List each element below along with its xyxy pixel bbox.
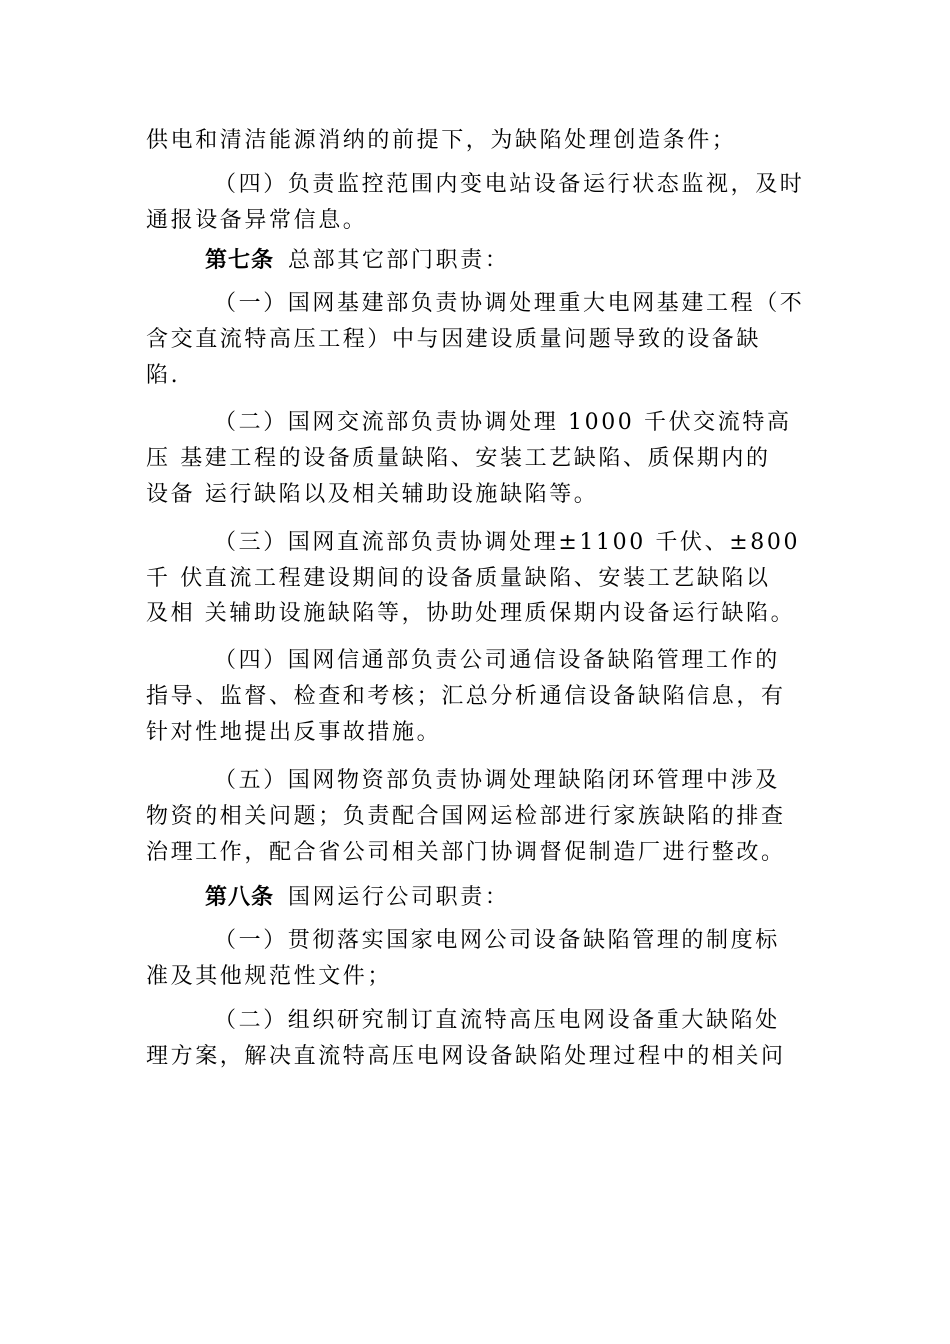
- text-line: （二）组织研究制订直流特高压电网设备重大缺陷处: [214, 1008, 780, 1033]
- article-title: 国网运行公司职责：: [288, 885, 510, 910]
- article-title: 总部其它部门职责：: [288, 248, 510, 273]
- text-line: 治理工作，配合省公司相关部门协调督促制造厂进行整改。: [146, 840, 786, 865]
- text-line: 理方案，解决直流特高压电网设备缺陷处理过程中的相关问: [146, 1044, 786, 1069]
- text-line: 针对性地提出反事故措施。: [146, 720, 442, 745]
- text-line: （一）贯彻落实国家电网公司设备缺陷管理的制度标: [214, 928, 780, 953]
- article-number: 第八条: [205, 884, 275, 910]
- text-line: 千 伏直流工程建设期间的设备质量缺陷、安装工艺缺陷以: [146, 566, 771, 591]
- text-line: （三）国网直流部负责协调处理±1100 千伏、±800: [214, 530, 801, 555]
- text-line: （四）国网信通部负责公司通信设备缺陷管理工作的: [214, 648, 780, 673]
- text-line: 通报设备异常信息。: [146, 208, 368, 233]
- article-number: 第七条: [205, 247, 275, 273]
- text-line: 指导、监督、检查和考核；汇总分析通信设备缺陷信息，有: [146, 684, 786, 709]
- article-8-heading: [205, 880, 509, 914]
- text-line: 含交直流特高压工程）中与因建设质量问题导致的设备缺: [146, 327, 762, 352]
- text-line: （四）负责监控范围内变电站设备运行状态监视，及时: [214, 172, 805, 197]
- text-line: 压 基建工程的设备质量缺陷、安装工艺缺陷、质保期内的: [146, 446, 771, 471]
- text-line: 物资的相关问题；负责配合国网运检部进行家族缺陷的排查: [146, 804, 786, 829]
- text-line: 设备 运行缺陷以及相关辅助设施缺陷等。: [146, 482, 599, 507]
- text-line: 及相 关辅助设施缺陷等，协助处理质保期内设备运行缺陷。: [146, 601, 796, 626]
- text-line: （一）国网基建部负责协调处理重大电网基建工程（不: [214, 291, 805, 316]
- text-line: （五）国网物资部负责协调处理缺陷闭环管理中涉及: [214, 768, 780, 793]
- text-line: 供电和清洁能源消纳的前提下，为缺陷处理创造条件；: [146, 128, 737, 153]
- text-line: 准及其他规范性文件；: [146, 964, 393, 989]
- article-7-heading: [205, 243, 509, 277]
- text-line: （二）国网交流部负责协调处理 1000 千伏交流特高: [214, 410, 792, 435]
- text-line: 陷.: [146, 363, 181, 388]
